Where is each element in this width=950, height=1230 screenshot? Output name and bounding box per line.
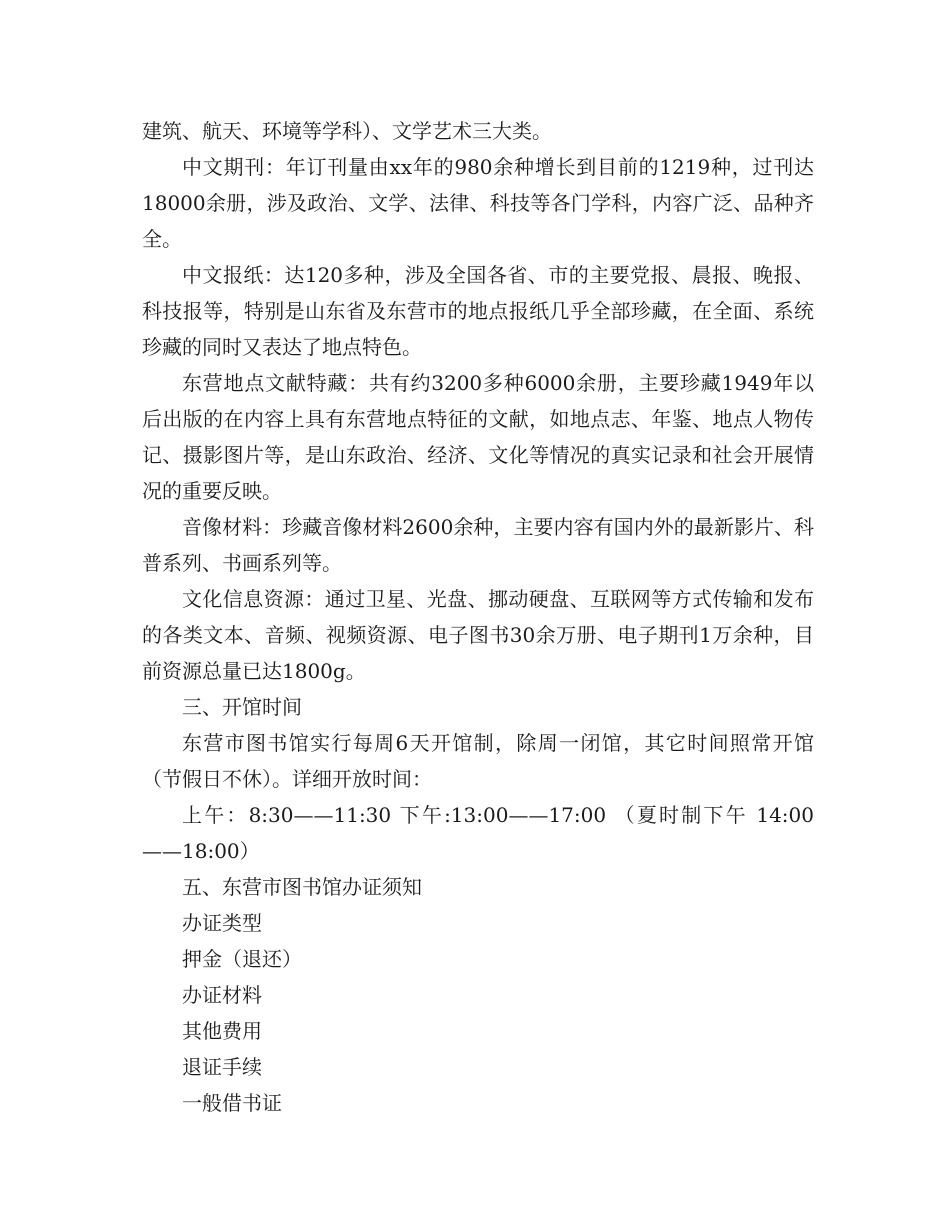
paragraph-local-collection: 东营地点文献特藏：共有约3200多种6000余册，主要珍藏1949年以后出版的在内容上具有东营地点特征的文献，如地点志、年鉴、地点人物传记、摄影图片等，是山东政治、经济、文化等情况的真实记录和社会开展情况的重要反映。 bbox=[142, 371, 814, 503]
list-item-card-return: 退证手续 bbox=[182, 1055, 262, 1079]
section-heading-opening-hours: 三、开馆时间 bbox=[182, 695, 302, 719]
list-item-other-fees: 其他费用 bbox=[182, 1019, 262, 1043]
paragraph-opening-policy: 东营市图书馆实行每周6天开馆制，除周一闭馆，其它时间照常开馆（节假日不休）。详细开放时间： bbox=[142, 731, 814, 791]
list-item-card-type: 办证类型 bbox=[182, 911, 262, 935]
paragraph-chinese-periodicals: 中文期刊：年订刊量由xx年的980余种增长到目前的1219种，过刊达18000余册，涉及政治、文学、法律、科技等各门学科，内容广泛、品种齐全。 bbox=[142, 155, 814, 251]
paragraph-audio-video: 音像材料：珍藏音像材料2600余种，主要内容有国内外的最新影片、科普系列、书画系列等。 bbox=[142, 515, 814, 575]
paragraph-opening-times: 上午：8:30——11:30 下午:13:00——17:00 （夏时制下午 14:00——18:00） bbox=[142, 803, 814, 863]
list-item-deposit: 押金（退还） bbox=[182, 947, 302, 971]
paragraph-cultural-resources: 文化信息资源：通过卫星、光盘、挪动硬盘、互联网等方式传输和发布的各类文本、音频、视频资源、电子图书30余万册、电子期刊1万余种，目前资源总量已达1800g。 bbox=[142, 587, 814, 683]
paragraph-chinese-newspapers: 中文报纸：达120多种，涉及全国各省、市的主要党报、晨报、晚报、科技报等，特别是山东省及东营市的地点报纸几乎全部珍藏，在全面、系统珍藏的同时又表达了地点特色。 bbox=[142, 263, 814, 359]
paragraph-continuation: 建筑、航天、环境等学科）、文学艺术三大类。 bbox=[142, 119, 552, 143]
section-heading-card-notice: 五、东营市图书馆办证须知 bbox=[182, 875, 422, 899]
list-item-materials: 办证材料 bbox=[182, 983, 262, 1007]
document-body bbox=[142, 113, 814, 1121]
list-item-general-card: 一般借书证 bbox=[182, 1091, 282, 1115]
